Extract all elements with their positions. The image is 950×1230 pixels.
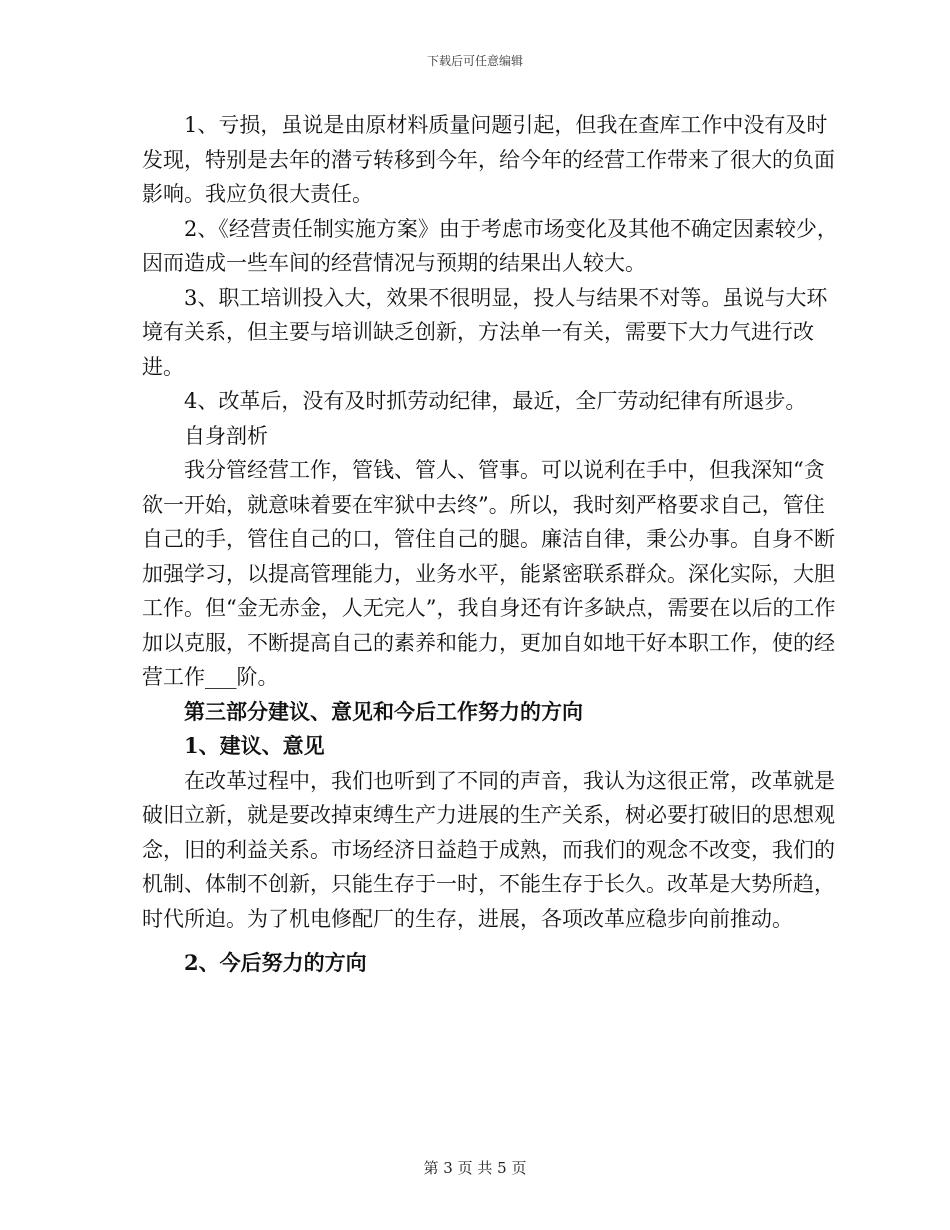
section-heading-part-three: 第三部分建议、意见和今后工作努力的方向 xyxy=(184,698,583,724)
subheading-suggestions: 1、建议、意见 xyxy=(184,733,325,758)
document-body xyxy=(142,108,842,981)
subheading-future-direction: 2、今后努力的方向 xyxy=(184,950,367,975)
paragraph-2: 2、《经营责任制实施方案》由于考虑市场变化及其他不确定因素较少，因而造成一些车间的经营情况与预期的结果出人较大。 xyxy=(142,216,838,275)
paragraph-1: 1、亏损，虽说是由原材料质量问题引起，但我在查库工作中没有及时发现，特别是去年的潜亏转移到今年，给今年的经营工作带来了很大的负面影响。我应负很大责任。 xyxy=(142,113,835,206)
paragraph-6: 我分管经营工作，管钱、管人、管事。可以说利在手中，但我深知“贪欲一开始，就意味着要在牢狱中去终”。所以，我时刻严格要求自己，管住自己的手，管住自己的口，管住自己的腿。廉洁自律，秉公办事。自身不断加强学习，以提高管理能力，业务水平，能紧密联系群众。深化实际，大胆工作。但“金无赤金，人无完人”，我自身还有许多缺点，需要在以后的工作加以克服，不断提高自己的素养和能力，更加自如地干好本职工作，使的经营工作___阶。 xyxy=(142,458,836,689)
paragraph-3: 3、职工培训投入大，效果不很明显，投人与结果不对等。虽说与大环境有关系，但主要与培训缺乏创新，方法单一有关，需要下大力气进行改进。 xyxy=(142,285,828,379)
paragraph-5-self-analysis: 自身剖析 xyxy=(184,423,268,448)
paragraph-4: 4、改革后，没有及时抓劳动纪律，最近，全厂劳动纪律有所退步。 xyxy=(184,389,807,413)
page-footer: 第 3 页 共 5 页 xyxy=(423,1159,527,1177)
page-header: 下载后可任意编辑 xyxy=(426,54,523,68)
paragraph-7: 在改革过程中，我们也听到了不同的声音，我认为这很正常，改革就是破旧立新，就是要改掉束缚生产力进展的生产关系，树必要打破旧的思想观念，旧的利益关系。市场经济日益趋于成熟，而我们的观念不改变，我们的机制、体制不创新，只能生存于一时，不能生存于长久。改革是大势所趋，时代所迫。为了机电修配厂的生存，进展，各项改革应稳步向前推动。 xyxy=(142,768,835,931)
